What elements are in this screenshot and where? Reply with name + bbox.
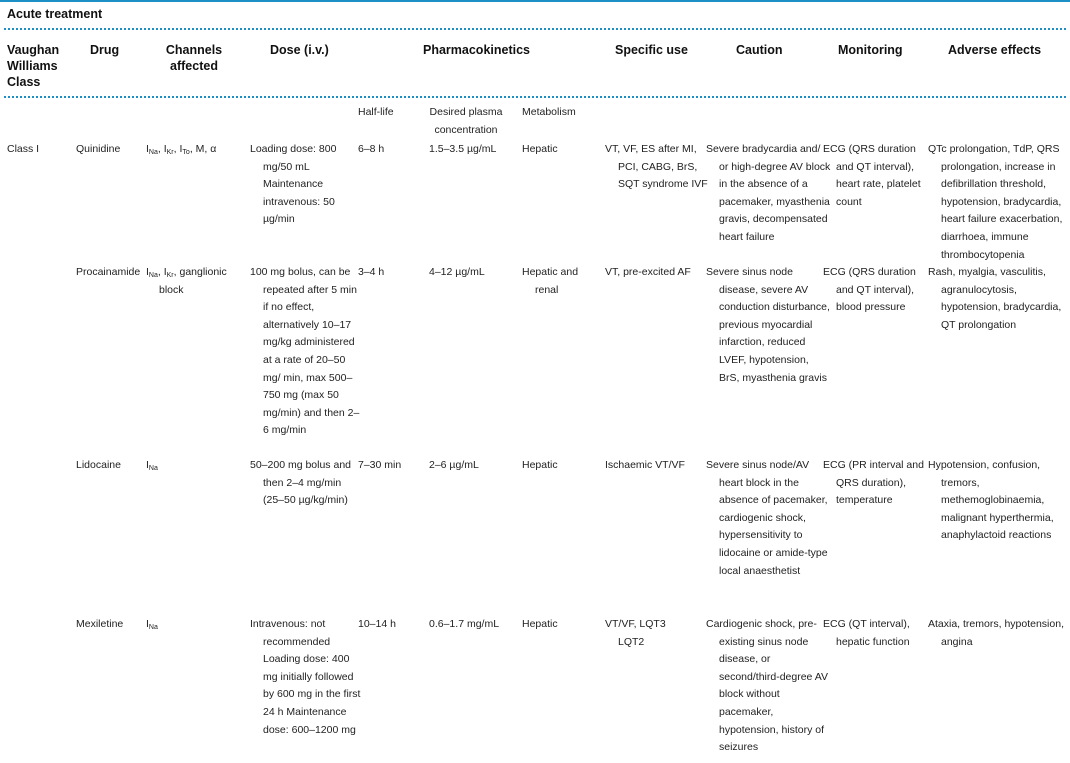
header-monitoring: Monitoring [838,43,903,57]
cell-monitoring: ECG (QT interval), hepatic function [823,618,910,648]
cell-metabolism: Hepatic [522,459,558,471]
cell-plasma: 2–6 µg/mL [429,459,479,471]
cell-adverse-effects: QTc prolongation, TdP, QRS prolongation, increase in defibrillation threshold, hypotension, bradycardia, heart failure exacerbation, diarrhoea, immune thrombocytopenia [928,143,1063,261]
cell-channels: $I_{Na}$, $I_{Kr}$, ganglionic block [146,266,227,296]
cell-metabolism: Hepatic [522,618,558,630]
cell-caution: Cardiogenic shock, pre-existing sinus node disease, or second/third-degree AV block without pacemaker, hypotension, history of seizures [706,618,828,754]
header-drug: Drug [90,43,120,57]
cell-drug: Quinidine [76,143,121,155]
header-pharmacokinetics: Pharmacokinetics [423,43,530,57]
cell-vw-class: Class I [7,143,40,155]
section-title: Acute treatment [7,7,103,21]
cell-dose: 100 mg bolus, can be repeated after 5 min if no effect, alternatively 10–17 mg/kg administered at a rate of 20–50 mg/ min, max 500– 750 mg (max 50 mg/min) and then 2–6 mg/min [250,266,360,437]
cell-dose: 50–200 mg bolus and then 2–4 mg/min (25–50 µg/kg/min) [250,459,351,507]
subheader-half-life: Half-life [358,106,394,118]
cell-channels: $I_{Na}$, $I_{Kr}$, $I_{To}$, M, α [146,143,217,156]
cell-dose: Loading dose: 800 mg/50 mL Maintenance intravenous: 50 µg/min [250,143,337,226]
header-specific-use: Specific use [615,43,688,57]
cell-half-life: 7–30 min [358,459,402,471]
cell-specific-use: VT/VF, LQT3 LQT2 [605,618,666,648]
cell-channels: $I_{Na}$ [146,618,158,631]
header-channels: Channels affected [165,43,223,73]
cell-half-life: 3–4 h [358,266,385,278]
header-adverse-effects: Adverse effects [948,43,1042,57]
cell-monitoring: ECG (QRS duration and QT interval), blood pressure [823,266,916,314]
cell-monitoring: ECG (PR interval and QRS duration), temperature [823,459,924,507]
cell-half-life: 6–8 h [358,143,385,155]
header-vw-class: Vaughan Williams Class [7,43,60,89]
cell-metabolism: Hepatic and renal [522,266,579,296]
subheader-plasma-concentration: Desired plasma concentration [429,106,503,136]
cell-adverse-effects: Rash, myalgia, vasculitis, agranulocytosis, hypotension, bradycardia, QT prolongation [928,266,1062,331]
header-caution: Caution [736,43,783,57]
cell-half-life: 10–14 h [358,618,396,630]
cell-monitoring: ECG (QRS duration and QT interval), heart rate, platelet count [823,143,921,208]
cell-metabolism: Hepatic [522,143,558,155]
cell-adverse-effects: Ataxia, tremors, hypotension, angina [928,618,1064,648]
cell-specific-use: Ischaemic VT/VF [605,459,685,471]
header-dose: Dose (i.v.) [270,43,329,57]
cell-plasma: 4–12 µg/mL [429,266,485,278]
cell-caution: Severe sinus node disease, severe AV conduction disturbance, previous myocardial infarction, reduced LVEF, hypotension, BrS, myasthenia gravis [706,266,830,384]
subheader-metabolism: Metabolism [522,106,576,118]
cell-channels: $I_{Na}$ [146,459,158,472]
cell-drug: Mexiletine [76,618,124,630]
cell-dose: Intravenous: not recommended Loading dose: 400 mg initially followed by 600 mg in the first 24 h Maintenance dose: 600–1200 mg [250,618,361,736]
cell-plasma: 1.5–3.5 µg/mL [429,143,497,155]
cell-specific-use: VT, VF, ES after MI, PCI, CABG, BrS, SQT syndrome IVF [605,143,708,191]
divider-header [4,96,1066,98]
cell-plasma: 0.6–1.7 mg/mL [429,618,500,630]
cell-specific-use: VT, pre-excited AF [605,266,691,278]
cell-drug: Lidocaine [76,459,121,471]
cell-caution: Severe bradycardia and/ or high-degree AV block in the absence of a pacemaker, myasthenia gravis, decompensated heart failure [706,143,831,243]
cell-adverse-effects: Hypotension, confusion, tremors, methemoglobinaemia, malignant hyperthermia, anaphylactoid reactions [928,459,1054,542]
divider-top [4,28,1066,30]
cell-caution: Severe sinus node/AV heart block in the absence of pacemaker, cardiogenic shock, hypersensitivity to lidocaine or amide-type local anaesthetist [706,459,828,577]
top-rule [0,0,1070,2]
cell-drug: Procainamide [76,266,141,278]
